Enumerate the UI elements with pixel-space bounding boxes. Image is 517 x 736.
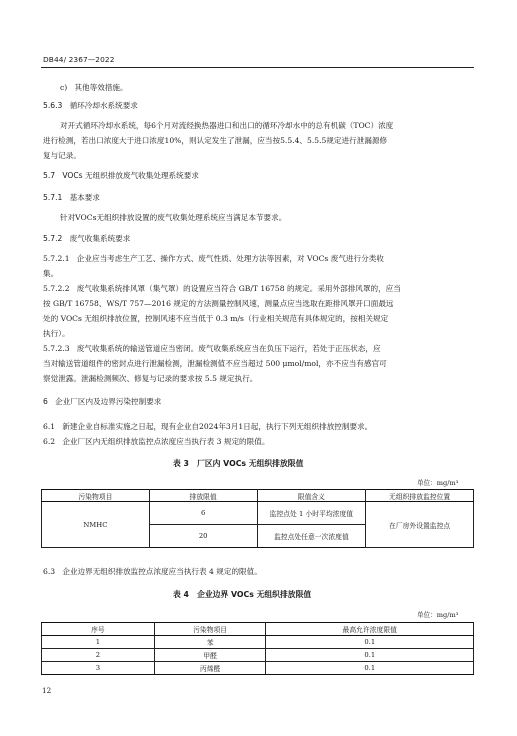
pollutant-cell: 甲醛: [154, 649, 266, 662]
table-header-row: [42, 490, 474, 502]
pollutant-cell: NMHC: [42, 502, 150, 548]
paragraph-line: 执行）。: [43, 329, 70, 338]
section-5-7-2-title: 5.7.2 废气收集系统要求: [43, 234, 131, 243]
location-cell: 在厂房外设置监控点: [366, 502, 474, 548]
list-item-c: c) 其他等效措施。: [60, 83, 128, 92]
row-number-cell: 1: [42, 636, 155, 649]
column-header: 限值含义: [257, 490, 366, 502]
column-header: 最高允许浓度限值: [266, 623, 474, 636]
paragraph-line: 按 GB/T 16758、WS/T 757—2016 规定的方法测量控制风速，测量点应当选取在距排风罩开口面最远: [43, 299, 394, 308]
section-5-6-3-title: 5.6.3 循环冷却水系统要求: [43, 101, 138, 110]
clause-6-2: 6.2 企业厂区内无组织排放监控点浓度应当执行表 3 规定的限值。: [43, 437, 270, 446]
row-number-cell: 2: [42, 649, 155, 662]
column-header: 污染物项目: [154, 623, 266, 636]
section-5-7-title: 5.7 VOCs 无组织排放废气收集处理系统要求: [43, 171, 199, 180]
page-number: 12: [42, 686, 52, 695]
meaning-cell: 监控点处任意一次浓度值: [257, 525, 366, 548]
table-3-unit: 单位：mg/m³: [417, 479, 459, 487]
paragraph-line: 针对VOCs无组织排放设置的废气收集处理系统应当满足本节要求。: [60, 213, 287, 222]
table-row: [42, 649, 474, 662]
pollutant-cell: 丙烯醛: [154, 662, 266, 675]
column-header: 无组织排放监控位置: [366, 490, 474, 502]
paragraph-line: 复与记录。: [43, 151, 81, 160]
table-3: [41, 489, 474, 548]
clause-6-1: 6.1 新建企业自标准实施之日起，现有企业自2024年3月1日起，执行下列无组织排放控制要求。: [43, 422, 373, 431]
table-row: [42, 502, 474, 525]
table-4-unit: 单位：mg/m³: [417, 611, 459, 619]
clause-5-7-2-3: 5.7.2.3 废气收集系统的输送管道应当密闭。废气收集系统应当在负压下运行，若处于正压状态，应: [43, 344, 381, 353]
table-4-caption: 表 4 企业边界 VOCs 无组织排放限值: [173, 590, 312, 599]
section-5-7-1-title: 5.7.1 基本要求: [43, 193, 100, 202]
column-header: 污染物项目: [42, 490, 150, 502]
standard-number: DB44/ 2367—2022: [43, 55, 115, 64]
column-header: 序号: [42, 623, 155, 636]
row-number-cell: 3: [42, 662, 155, 675]
paragraph-line: 进行检测，若出口浓度大于进口浓度10%，则认定发生了泄漏，应当按5.5.4、5.5.5规定进行泄漏源修: [43, 136, 388, 145]
limit-cell: 6: [149, 502, 257, 525]
paragraph-line: 察觉泄露。泄漏检测频次、修复与记录的要求按 5.5 规定执行。: [43, 374, 258, 383]
limit-cell: 0.1: [266, 636, 474, 649]
column-header: 排放限值: [149, 490, 257, 502]
limit-cell: 0.1: [266, 649, 474, 662]
section-6-title: 6 企业厂区内及边界污染控制要求: [43, 397, 162, 406]
limit-cell: 0.1: [266, 662, 474, 675]
paragraph-line: 处的 VOCs 无组织排放位置，控制风速不应当低于 0.3 m/s（行业相关规范有具体规定的，按相关规定: [43, 314, 389, 323]
table-row: [42, 636, 474, 649]
table-row: [42, 662, 474, 675]
meaning-cell: 监控点处 1 小时平均浓度值: [257, 502, 366, 525]
clause-6-3: 6.3 企业边界无组织排放监控点浓度应当执行表 4 规定的限值。: [43, 567, 262, 576]
clause-5-7-2-2: 5.7.2.2 废气收集系统排风罩（集气罩）的设置应当符合 GB/T 16758 的规定。采用外部排风罩的，应当: [43, 284, 401, 293]
paragraph-line: 当对输送管道组件的密封点进行泄漏检测，泄漏检测值不应当超过 500 μmol/mol，亦不应当有感官可: [43, 359, 387, 368]
paragraph-line: 集。: [43, 269, 59, 278]
limit-cell: 20: [149, 525, 257, 548]
pollutant-cell: 苯: [154, 636, 266, 649]
table-3-caption: 表 3 厂区内 VOCs 无组织排放限值: [173, 459, 304, 468]
paragraph-line: 对开式循环冷却水系统，每6个月对流经换热器进口和出口的循环冷却水中的总有机碳（TOC）浓度: [60, 121, 394, 130]
header-rule: [41, 67, 474, 68]
clause-5-7-2-1: 5.7.2.1 企业应当考虑生产工艺、操作方式、废气性质、处理方法等因素，对 VOCs 废气进行分类收: [43, 254, 384, 263]
table-4: [41, 622, 474, 675]
table-header-row: [42, 623, 474, 636]
